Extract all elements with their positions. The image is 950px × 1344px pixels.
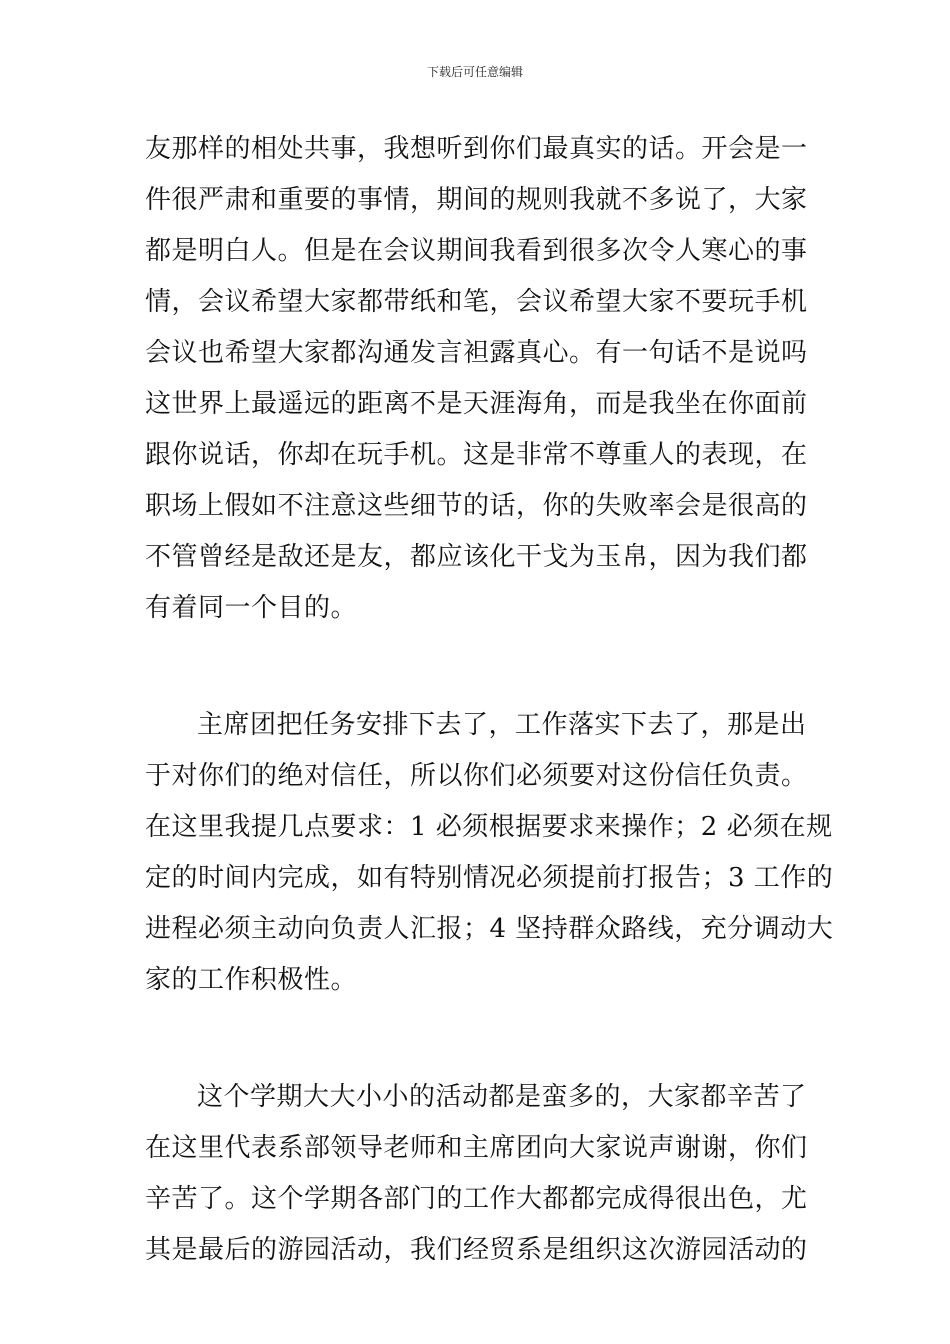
text-line: 家的工作积极性。 <box>145 965 358 995</box>
text-line: 定的时间内完成，如有特别情况必须提前打报告；3 工作的 <box>145 863 834 893</box>
paragraph-3 <box>145 1072 815 1276</box>
text-line: 跟你说话，你却在玩手机。这是非常不尊重人的表现，在 <box>145 440 808 470</box>
text-line: 这个学期大大小小的活动都是蛮多的，大家都辛苦了 <box>197 1082 807 1112</box>
text-line: 这世界上最遥远的距离不是天涯海角，而是我坐在你面前 <box>145 389 808 419</box>
text-line: 进程必须主动向负责人汇报；4 坚持群众路线，充分调动大 <box>145 914 834 944</box>
paragraph-1 <box>145 124 815 634</box>
text-line: 其是最后的游园活动，我们经贸系是组织这次游园活动的 <box>145 1235 808 1265</box>
document-body <box>145 124 834 1276</box>
text-line: 友那样的相处共事，我想听到你们最真实的话。开会是一 <box>145 134 808 164</box>
paragraph-spacer <box>145 634 815 700</box>
text-line: 会议也希望大家都沟通发言袒露真心。有一句话不是说吗 <box>145 338 808 368</box>
text-line: 职场上假如不注意这些细节的话，你的失败率会是很高的 <box>145 491 808 521</box>
text-line: 主席团把任务安排下去了，工作落实下去了，那是出 <box>197 710 807 740</box>
text-line: 在这里代表系部领导老师和主席团向大家说声谢谢，你们 <box>145 1133 808 1163</box>
text-line: 不管曾经是敌还是友，都应该化干戈为玉帛，因为我们都 <box>145 542 808 572</box>
text-line: 于对你们的绝对信任，所以你们必须要对这份信任负责。 <box>145 761 808 791</box>
page-header: 下载后可任意编辑 <box>426 65 523 79</box>
paragraph-spacer <box>145 1006 815 1072</box>
text-line: 在这里我提几点要求：1 必须根据要求来操作；2 必须在规 <box>145 812 833 842</box>
text-line: 辛苦了。这个学期各部门的工作大都都完成得很出色，尤 <box>145 1184 808 1214</box>
text-line: 都是明白人。但是在会议期间我看到很多次令人寒心的事 <box>145 236 808 266</box>
paragraph-2 <box>145 700 834 1006</box>
text-line: 情，会议希望大家都带纸和笔，会议希望大家不要玩手机 <box>145 287 808 317</box>
text-line: 有着同一个目的。 <box>145 593 358 623</box>
text-line: 件很严肃和重要的事情，期间的规则我就不多说了，大家 <box>145 185 808 215</box>
